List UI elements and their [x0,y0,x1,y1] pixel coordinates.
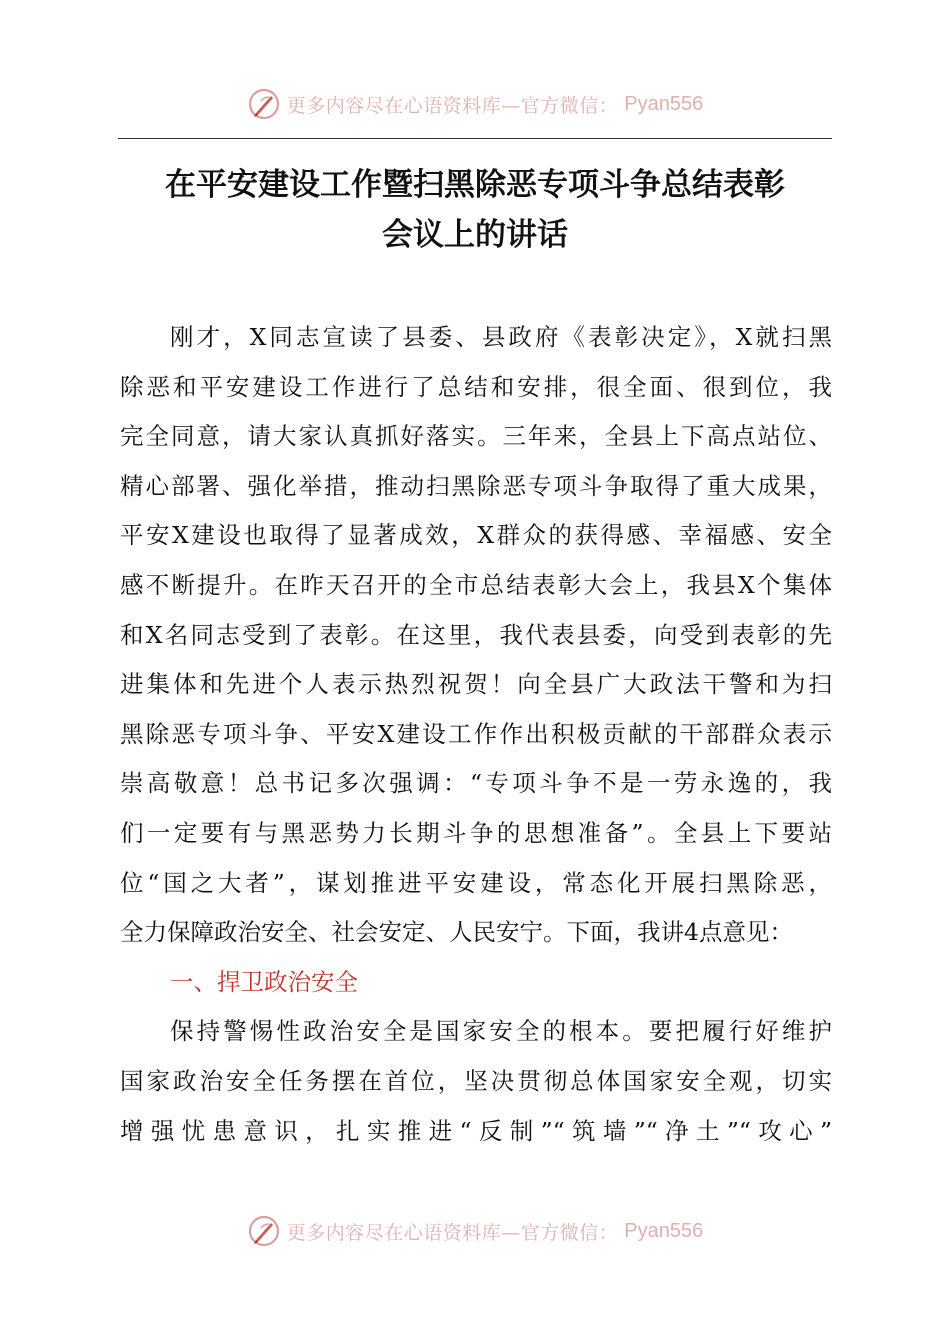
paragraph-line: 进集体和先进个人表示热烈祝贺！向全县广大政法干警和为扫 [120,670,832,699]
paragraph-line: 国家政治安全任务摆在首位，坚决贯彻总体国家安全观，切实 [120,1066,832,1095]
document-title [118,160,832,260]
paragraph-line: 和X名同志受到了表彰。在这里，我代表县委，向受到表彰的先 [120,620,832,649]
paragraph-line: 全力保障政治安全、社会安定、人民安宁。下面，我讲4点意见： [120,918,793,947]
header-divider [118,138,832,139]
header-watermark [0,82,950,126]
title-line-1: 在平安建设工作暨扫黑除恶专项斗争总结表彰 [165,167,785,203]
paragraph-line: 刚才，X同志宣读了县委、县政府《表彰决定》，X就扫黑 [170,323,832,351]
paragraph-line: 保持警惕性政治安全是国家安全的根本。要把履行好维护 [170,1017,832,1046]
title-line-2: 会议上的讲话 [382,217,568,253]
paragraph-line: 们一定要有与黑恶势力长期斗争的思想准备”。全县上下要站 [120,818,832,847]
paragraph-line: 位“国之大者”，谋划推进平安建设，常态化开展扫黑除恶， [120,868,832,897]
document-body [120,313,832,1156]
footer-watermark [0,1209,950,1253]
watermark-text: 更多内容尽在心语资料库—官方微信： [286,94,619,117]
watermark-wechat-id: Pyan556 [624,1219,704,1242]
section-heading: 一、捍卫政治安全 [170,967,358,996]
watermark-text: 更多内容尽在心语资料库—官方微信： [286,1221,619,1244]
watermark-wechat-id: Pyan556 [624,92,704,115]
quill-logo-icon [247,1214,281,1248]
paragraph-line: 增强忧患意识，扎实推进“反制”“筑墙”“净土”“攻心” [120,1116,832,1145]
paragraph-line: 平安X建设也取得了显著成效，X群众的获得感、幸福感、安全 [120,521,832,550]
paragraph-line: 崇高敬意！总书记多次强调：“专项斗争不是一劳永逸的，我 [120,769,832,798]
paragraph-line: 感不断提升。在昨天召开的全市总结表彰大会上，我县X个集体 [120,570,832,599]
paragraph-line: 黑除恶专项斗争、平安X建设工作作出积极贡献的干部群众表示 [120,719,832,748]
paragraph-line: 完全同意，请大家认真抓好落实。三年来，全县上下高点站位、 [120,422,832,451]
quill-logo-icon [247,87,281,121]
paragraph-line: 除恶和平安建设工作进行了总结和安排，很全面、很到位，我 [120,372,832,401]
paragraph-line: 精心部署、强化举措，推动扫黑除恶专项斗争取得了重大成果， [120,471,832,500]
